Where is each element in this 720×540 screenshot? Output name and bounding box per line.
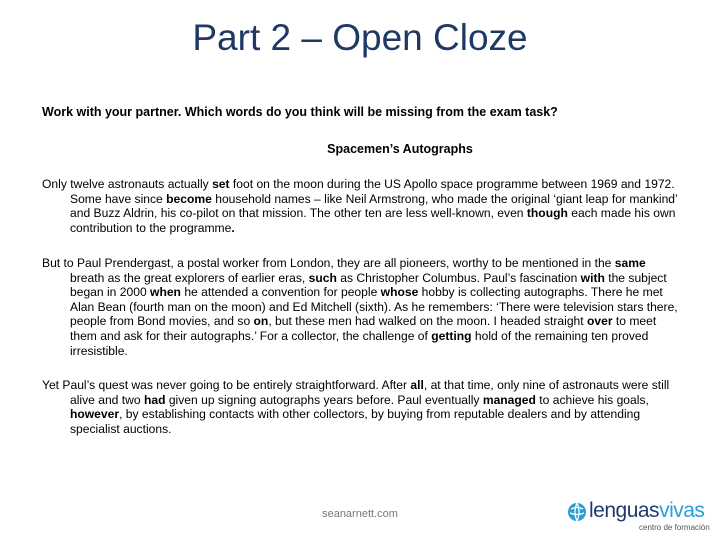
- cloze-answer: when: [150, 285, 181, 300]
- text-run: Yet Paul’s quest was never going to be entirely straightforward. After: [42, 378, 411, 392]
- instruction-text: Work with your partner. Which words do you think will be missing from the exam task?: [42, 105, 558, 119]
- cloze-answer: .: [231, 220, 235, 235]
- cloze-answer: getting: [431, 328, 472, 343]
- cloze-answer: same: [614, 256, 646, 270]
- cloze-answer: on: [253, 314, 269, 329]
- text-run: But to Paul Prendergast, a postal worker from London, they are all pioneers, worthy to be mentioned in the: [42, 256, 615, 270]
- logo-word-vivas: vivas: [659, 499, 705, 522]
- text-run: , at that time, only nine of astronauts were still alive and two: [70, 378, 670, 407]
- text-run: as Christopher Columbus. Paul’s fascination: [336, 270, 581, 285]
- cloze-answer: set: [212, 177, 230, 191]
- cloze-answer: had: [143, 392, 166, 407]
- globe-icon: [567, 502, 587, 522]
- text-run: hold of the remaining ten proved irresistible.: [70, 328, 649, 358]
- logo-wordmark: [589, 499, 704, 523]
- cloze-answer: with: [580, 270, 605, 285]
- text-run: given up signing autographs years before. Paul eventually: [165, 392, 483, 407]
- text-run: Only twelve astronauts actually: [42, 177, 213, 191]
- cloze-answer: all: [410, 378, 424, 392]
- cloze-answer: whose: [380, 285, 419, 300]
- footer-credit[interactable]: seanarnett.com: [322, 508, 398, 520]
- logo-tagline: centro de formación: [639, 523, 710, 532]
- cloze-answer: over: [587, 314, 613, 329]
- cloze-answer: become: [166, 191, 212, 206]
- text-run: , by establishing contacts with other collectors, by buying from reputable dealers and by attending specialist auctions.: [70, 407, 641, 436]
- text-run: , but these men had walked on the moon. I headed straight: [268, 314, 587, 329]
- text-run: household names – like Neil Armstrong, who made the original ‘giant leap for mankind’ and Buzz Aldrin, his co-pilot on that mission. The other ten are less well-known, even: [70, 191, 678, 221]
- text-run: hobby is collecting autographs. There he met Alan Bean (fourth man on the moon) and Ed Mitchell (sixth). As he remembers: ‘There were television stars there, people from Bond movies, and so: [70, 285, 678, 329]
- text-run: each made his own contribution to the programme: [70, 206, 676, 235]
- logo-word-lenguas: lenguas: [589, 499, 660, 522]
- cloze-answer: managed: [482, 392, 536, 407]
- text-run: to achieve his goals,: [535, 392, 649, 407]
- paragraph-3: [42, 378, 679, 436]
- text-run: the subject began in 2000: [70, 270, 667, 300]
- cloze-answer: however: [70, 407, 120, 422]
- text-run: to meet them and ask for their autographs.’ For a collector, the challenge of: [70, 314, 657, 343]
- paragraph-2: [42, 256, 679, 358]
- text-run: foot on the moon during the US Apollo space programme between 1969 and 1972. Some have since: [70, 177, 675, 206]
- text-run: he attended a convention for people: [180, 285, 381, 300]
- cloze-answer: such: [308, 270, 337, 285]
- text-run: breath as the great explorers of earlier eras,: [70, 270, 309, 285]
- lenguasvivas-logo: [567, 498, 717, 534]
- page-title: Part 2 – Open Cloze: [192, 17, 528, 58]
- paragraph-1: [42, 177, 679, 235]
- cloze-answer: though: [526, 206, 568, 221]
- text-title: Spacemen’s Autographs: [327, 142, 473, 156]
